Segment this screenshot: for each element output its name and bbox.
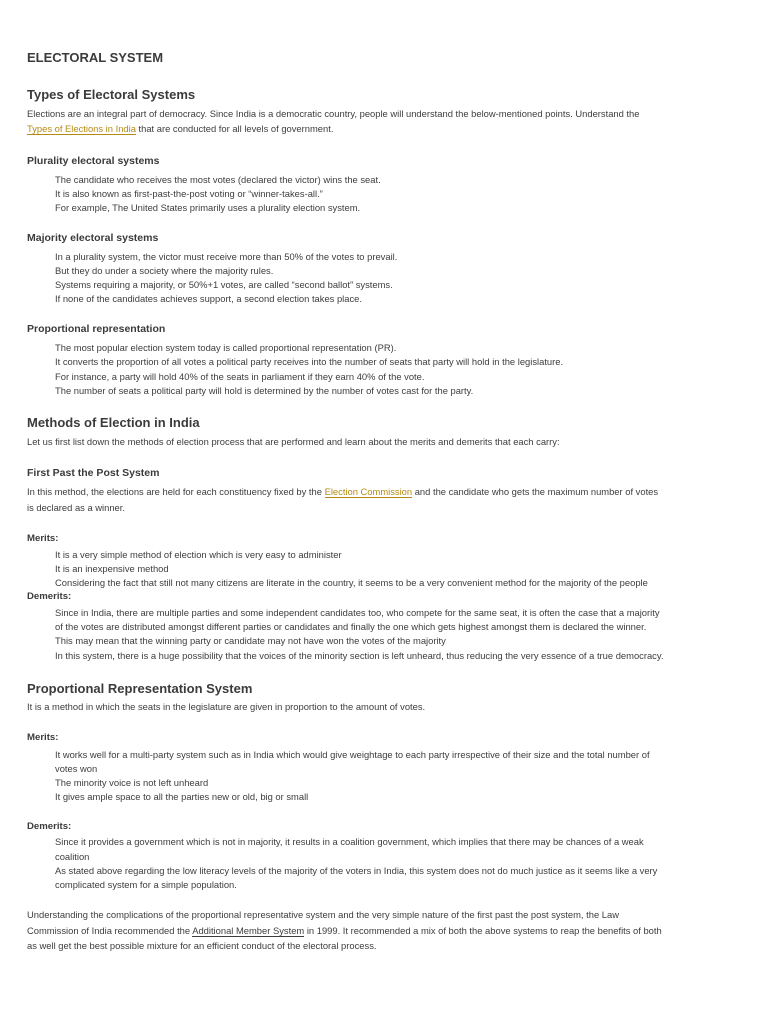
fptp-text-start: In this method, the elections are held for each constituency fixed by the — [27, 486, 325, 497]
subheading-plurality: Plurality electoral systems — [27, 155, 160, 167]
list-item: For instance, a party will hold 40% of the seats in parliament if they earn 40% of the vote. — [55, 371, 425, 382]
list-item: of the votes are distributed amongst different parties or candidates and finally the one which gets highest amongst them is declared the winner. — [55, 621, 647, 632]
fptp-demerits-label: Demerits: — [27, 591, 72, 602]
conclusion-line-3: as well get the best possible mixture for an efficient conduct of the electoral process. — [27, 940, 377, 951]
list-item: Systems requiring a majority, or 50%+1 votes, are called “second ballot” systems. — [55, 279, 393, 290]
list-item: The number of seats a political party will hold is determined by the number of votes cast for the party. — [55, 385, 474, 396]
list-item: As stated above regarding the low literacy levels of the majority of the voters in India, this system does not do much justice as it seems like a very — [55, 865, 658, 876]
list-item: But they do under a society where the majority rules. — [55, 265, 274, 276]
list-item: It is also known as first-past-the-post voting or “winner-takes-all.” — [55, 188, 323, 199]
fptp-text-line-1 — [27, 486, 658, 497]
fptp-text-end: and the candidate who gets the maximum number of votes — [412, 486, 659, 497]
prs-demerits-label: Demerits: — [27, 821, 72, 832]
section-heading-types: Types of Electoral Systems — [27, 87, 196, 102]
list-item: Since it provides a government which is not in majority, it results in a coalition government, which implies that there may be chances of a weak — [55, 836, 644, 847]
list-item: It converts the proportion of all votes a political party receives into the number of seats that party will hold in the legislature. — [55, 356, 564, 367]
list-item: If none of the candidates achieves support, a second election takes place. — [55, 293, 362, 304]
list-item: In a plurality system, the victor must receive more than 50% of the votes to prevail. — [55, 251, 398, 262]
section-heading-methods: Methods of Election in India — [27, 415, 200, 430]
list-item: It gives ample space to all the parties new or old, big or small — [55, 791, 309, 802]
list-item: Considering the fact that still not many citizens are literate in the country, it seems to be a very convenient method for the majority of the people — [55, 577, 648, 588]
subheading-proportional: Proportional representation — [27, 323, 166, 335]
types-intro-line-2 — [27, 123, 333, 134]
types-intro-tail: that are conducted for all levels of government. — [135, 123, 334, 134]
additional-member-system-link[interactable]: Additional Member System — [192, 925, 305, 936]
types-intro-line-1: Elections are an integral part of democracy. Since India is a democratic country, people will understand the below-mentioned points. Understand the — [27, 108, 640, 119]
conclusion-line-1: Understanding the complications of the proportional representative system and the very simple nature of the first past the post system, the Law — [27, 909, 619, 920]
list-item: The most popular election system today is called proportional representation (PR). — [55, 342, 397, 353]
list-item: complicated system for a simple population. — [55, 879, 237, 890]
fptp-text-line-2: is declared as a winner. — [27, 502, 125, 513]
list-item: This may mean that the winning party or candidate may not have won the votes of the majority — [55, 635, 446, 646]
fptp-merits-label: Merits: — [27, 533, 59, 544]
page-title: ELECTORAL SYSTEM — [27, 50, 164, 65]
subheading-majority: Majority electoral systems — [27, 232, 159, 244]
list-item: coalition — [55, 851, 90, 862]
list-item: It is an inexpensive method — [55, 563, 169, 574]
list-item: The minority voice is not left unheard — [55, 777, 209, 788]
list-item: The candidate who receives the most votes (declared the victor) wins the seat. — [55, 174, 381, 185]
prs-merits-label: Merits: — [27, 732, 59, 743]
conclusion-text-end: in 1999. It recommended a mix of both the above systems to reap the benefits of both — [304, 925, 662, 936]
subheading-fptp: First Past the Post System — [27, 467, 160, 479]
methods-intro: Let us first list down the methods of election process that are performed and learn about the merits and demerits that each carry: — [27, 436, 560, 447]
prs-intro: It is a method in which the seats in the legislature are given in proportion to the amount of votes. — [27, 701, 426, 712]
list-item: votes won — [55, 763, 98, 774]
list-item: Since in India, there are multiple parties and some independent candidates too, who compete for the same seat, it is often the case that a majority — [55, 607, 660, 618]
election-commission-link[interactable]: Election Commission — [324, 486, 413, 497]
list-item: It is a very simple method of election which is very easy to administer — [55, 549, 342, 560]
conclusion-text-start: Commission of India recommended the — [27, 925, 193, 936]
conclusion-line-2 — [27, 925, 662, 936]
list-item: For example, The United States primarily uses a plurality election system. — [55, 202, 361, 213]
section-heading-prs: Proportional Representation System — [27, 681, 253, 696]
list-item: It works well for a multi-party system such as in India which would give weightage to each party irrespective of their size and the total number of — [55, 749, 650, 760]
list-item: In this system, there is a huge possibility that the voices of the minority section is left unheard, thus reducing the very essence of a true democracy. — [55, 650, 664, 661]
types-of-elections-link[interactable]: Types of Elections in India — [27, 123, 136, 134]
